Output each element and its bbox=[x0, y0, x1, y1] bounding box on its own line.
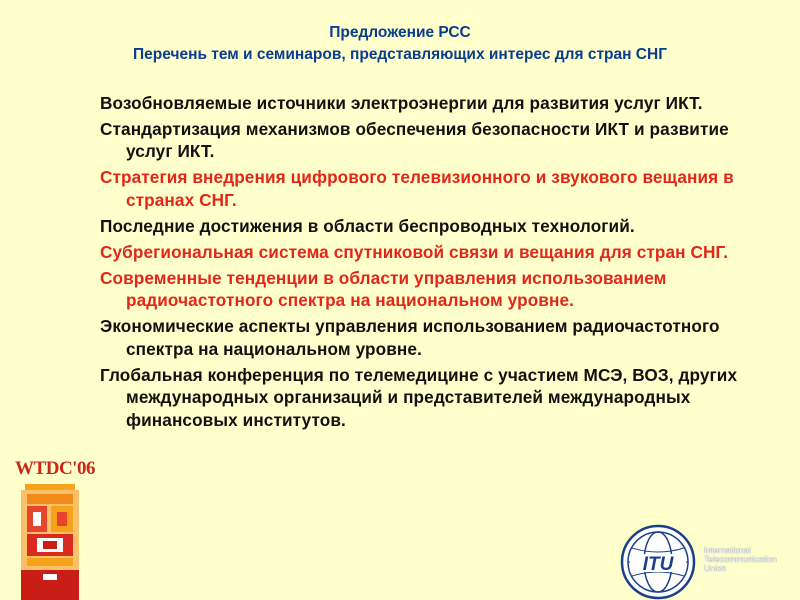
topic-item-5: Субрегиональная система спутниковой связи и вещания для стран СНГ. bbox=[100, 241, 729, 262]
itu-name-line-1: International bbox=[704, 545, 751, 555]
topic-item-6: Современные тенденции в области управления использованием радиочастотного спектра на национальном уровне. bbox=[100, 267, 667, 311]
topic-item-2: Стандартизация механизмов обеспечения безопасности ИКТ и развитие услуг ИКТ. bbox=[100, 118, 729, 162]
itu-name-line-2: Telecommunication bbox=[704, 554, 777, 564]
topic-item-8: Глобальная конференция по телемедицине с участием МСЭ, ВОЗ, других международных организаций и представителей международных финансовых институтов. bbox=[100, 364, 738, 430]
itu-name-line-3: Union bbox=[704, 563, 727, 573]
wtdc-logo bbox=[10, 458, 100, 600]
title-line-1: Предложение РСС bbox=[329, 24, 471, 41]
itu-logo-name bbox=[704, 546, 800, 573]
topic-item-3: Стратегия внедрения цифрового телевизионного и звукового вещания в странах СНГ. bbox=[100, 167, 734, 210]
wtdc-logo-icon bbox=[19, 482, 81, 600]
topic-item-7: Экономические аспекты управления использованием радиочастотного спектра на национальном уровне. bbox=[100, 316, 720, 359]
itu-globe-icon bbox=[620, 524, 696, 600]
title-line-2: Перечень тем и семинаров, представляющих интерес для стран СНГ bbox=[133, 46, 667, 63]
wtdc-logo-text: WTDC'06 bbox=[15, 458, 95, 479]
topic-list bbox=[100, 92, 750, 435]
topic-item-4: Последние достижения в области беспроводных технологий. bbox=[100, 215, 635, 236]
itu-logo-mark: ITU bbox=[642, 554, 674, 575]
topic-item-1: Возобновляемые источники электроэнергии для развития услуг ИКТ. bbox=[100, 93, 703, 113]
itu-logo bbox=[620, 524, 800, 600]
slide-title bbox=[0, 22, 800, 66]
